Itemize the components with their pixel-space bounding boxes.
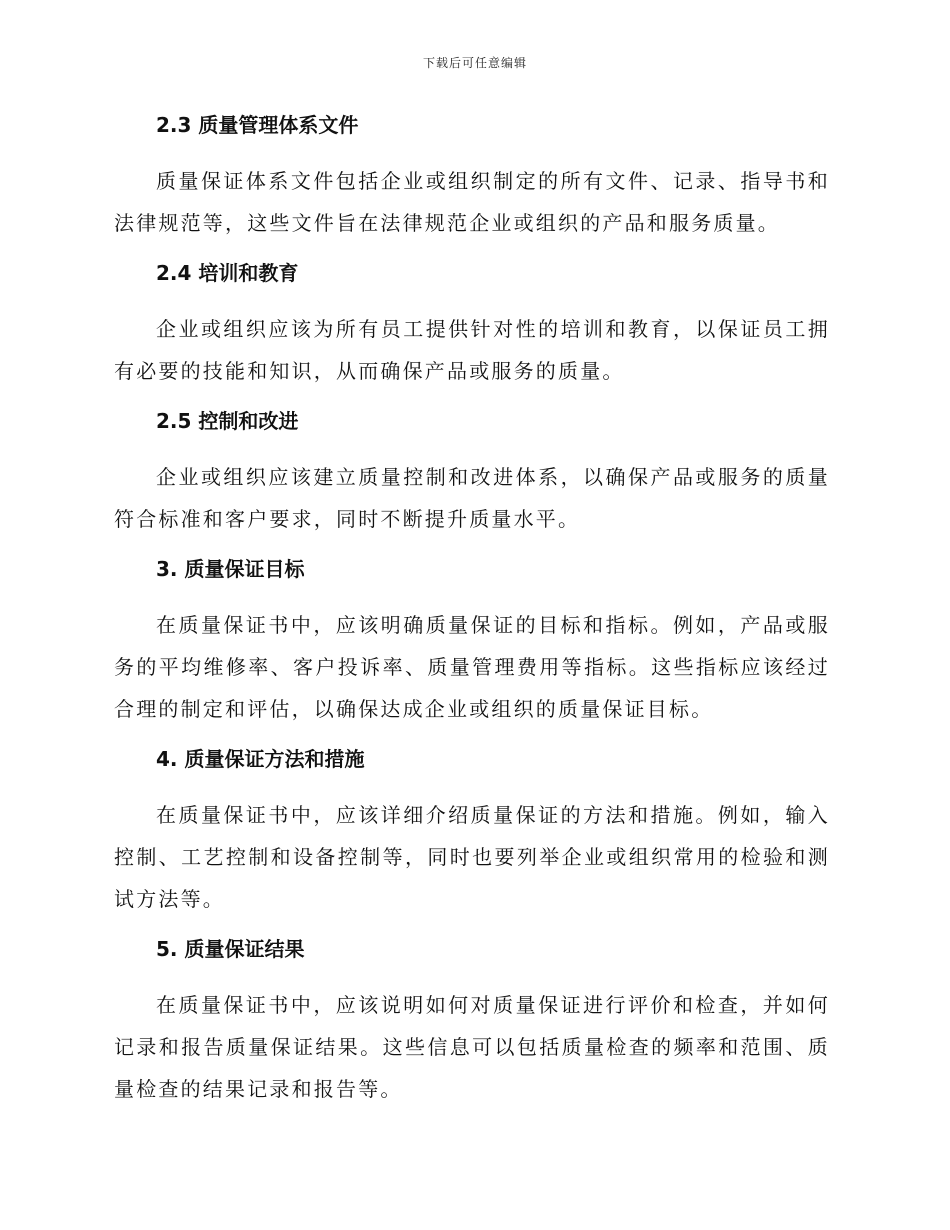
section-2-3 xyxy=(114,110,830,244)
section-paragraph: 企业或组织应该为所有员工提供针对性的培训和教育，以保证员工拥有必要的技能和知识，从而确保产品或服务的质量。 xyxy=(114,317,830,383)
section-paragraph: 质量保证体系文件包括企业或组织制定的所有文件、记录、指导书和法律规范等，这些文件旨在法律规范企业或组织的产品和服务质量。 xyxy=(114,169,830,235)
section-paragraph: 在质量保证书中，应该详细介绍质量保证的方法和措施。例如，输入控制、工艺控制和设备控制等，同时也要列举企业或组织常用的检验和测试方法等。 xyxy=(114,803,830,911)
section-paragraph: 在质量保证书中，应该说明如何对质量保证进行评价和检查，并如何记录和报告质量保证结果。这些信息可以包括质量检查的频率和范围、质量检查的结果记录和报告等。 xyxy=(114,993,830,1101)
section-5 xyxy=(114,934,830,1110)
section-paragraph: 企业或组织应该建立质量控制和改进体系，以确保产品或服务的质量符合标准和客户要求，同时不断提升质量水平。 xyxy=(114,465,830,531)
section-heading: 4. 质量保证方法和措施 xyxy=(156,747,365,771)
section-2-5 xyxy=(114,406,830,540)
section-4 xyxy=(114,744,830,920)
section-heading: 5. 质量保证结果 xyxy=(156,937,305,961)
section-heading: 3. 质量保证目标 xyxy=(156,557,305,581)
section-paragraph: 在质量保证书中，应该明确质量保证的目标和指标。例如，产品或服务的平均维修率、客户投诉率、质量管理费用等指标。这些指标应该经过合理的制定和评估，以确保达成企业或组织的质量保证目标。 xyxy=(114,613,830,721)
document-body xyxy=(114,110,830,1124)
section-2-4 xyxy=(114,258,830,392)
section-heading: 2.5 控制和改进 xyxy=(156,409,299,433)
section-3 xyxy=(114,554,830,730)
section-heading: 2.3 质量管理体系文件 xyxy=(156,113,359,137)
section-heading: 2.4 培训和教育 xyxy=(156,261,299,285)
page-header: 下载后可任意编辑 xyxy=(422,56,527,70)
